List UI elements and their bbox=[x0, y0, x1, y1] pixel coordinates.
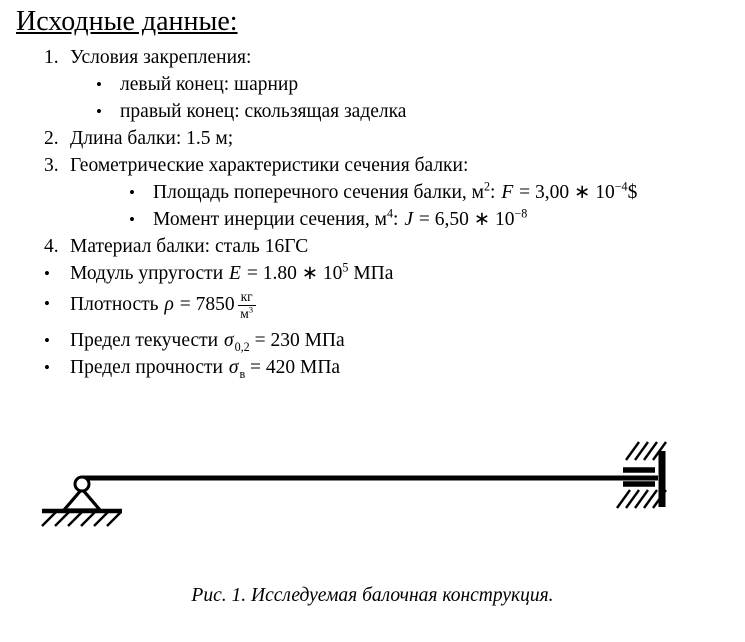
bullet-icon: • bbox=[96, 102, 102, 121]
fraction-denominator bbox=[238, 306, 256, 321]
formula-text: = 230 МПа bbox=[249, 330, 345, 352]
list-item-1 bbox=[0, 44, 745, 71]
superscript: 4 bbox=[386, 206, 394, 221]
formula-text: = 6,50 ∗ 10 bbox=[413, 209, 515, 230]
formula-text: = 7850 bbox=[174, 294, 235, 316]
list-item-text: Геометрические характеристики сечения балки: bbox=[70, 155, 469, 176]
formula-text: м bbox=[240, 306, 249, 322]
formula-text: = 3,00 ∗ 10 bbox=[514, 182, 615, 203]
list-item-4 bbox=[0, 233, 745, 260]
list-item-text: Длина балки: 1.5 м; bbox=[70, 128, 234, 149]
bullet-left-end bbox=[0, 71, 745, 98]
subscript: в bbox=[239, 367, 246, 382]
bullet-yield-strength bbox=[0, 327, 745, 354]
formula-density bbox=[70, 290, 256, 321]
bullet-density bbox=[0, 287, 745, 327]
list-item-text: правый конец: скользящая заделка bbox=[120, 101, 407, 122]
superscript: −4 bbox=[614, 179, 628, 194]
list-item-text: Условия закрепления: bbox=[70, 47, 252, 68]
subscript: 0,2 bbox=[234, 340, 250, 355]
page-title: Исходные данные: bbox=[16, 6, 238, 37]
formula-text: Предел текучести bbox=[70, 330, 223, 352]
formula-variable: F bbox=[501, 182, 514, 203]
document-page bbox=[0, 5, 745, 607]
formula-text: Предел прочности bbox=[70, 357, 228, 379]
formula-variable: ρ bbox=[164, 294, 174, 316]
bullet-moment-of-inertia bbox=[0, 206, 745, 233]
formula-text: = 420 МПа bbox=[245, 357, 341, 379]
formula-text: Момент инерции сечения, м bbox=[153, 209, 387, 230]
list-number: 2. bbox=[44, 128, 59, 149]
superscript: 3 bbox=[248, 305, 253, 315]
formula-text: = 1.80 ∗ 10 bbox=[241, 263, 343, 284]
bullet-icon: • bbox=[44, 294, 50, 313]
bullet-icon: • bbox=[44, 331, 50, 351]
formula-text: Плотность bbox=[70, 294, 164, 316]
sliding-support bbox=[617, 442, 666, 508]
ground-hatching-left bbox=[42, 512, 121, 526]
formula-variable: σ bbox=[223, 330, 234, 352]
formula-text: : bbox=[393, 209, 404, 230]
list-number: 4. bbox=[44, 236, 59, 257]
formula-variable: J bbox=[404, 209, 413, 230]
formula-ultimate-strength bbox=[70, 354, 340, 381]
list-number: 1. bbox=[44, 47, 59, 68]
list-item-3 bbox=[0, 152, 745, 179]
formula-text: Модуль упругости bbox=[70, 263, 229, 284]
formula-text: : bbox=[490, 182, 501, 203]
list-item-2 bbox=[0, 125, 745, 152]
list-item-text: левый конец: шарнир bbox=[120, 74, 299, 95]
formula-text: МПа bbox=[348, 263, 394, 284]
list-item-text: Материал балки: сталь 16ГС bbox=[70, 236, 309, 257]
beam-figure bbox=[0, 431, 745, 531]
formula-text: $ bbox=[627, 182, 638, 203]
bullet-cross-section-area bbox=[0, 179, 745, 206]
bullet-ultimate-strength bbox=[0, 354, 745, 381]
fraction-numerator: кг bbox=[238, 290, 256, 306]
bullet-icon: • bbox=[129, 210, 135, 229]
formula-area bbox=[153, 179, 637, 206]
list-number: 3. bbox=[44, 155, 59, 176]
superscript: −8 bbox=[514, 206, 528, 221]
bullet-elastic-modulus bbox=[0, 260, 745, 287]
formula-elastic-modulus bbox=[70, 260, 393, 287]
formula-yield-strength bbox=[70, 327, 345, 354]
superscript: 2 bbox=[483, 179, 491, 194]
formula-variable: E bbox=[229, 263, 241, 284]
superscript: 5 bbox=[342, 260, 349, 275]
bullet-right-end bbox=[0, 98, 745, 125]
formula-variable: σ bbox=[228, 357, 239, 379]
formula-text: Площадь поперечного сечения балки, м bbox=[153, 182, 484, 203]
bullet-icon: • bbox=[44, 358, 50, 378]
formula-inertia bbox=[153, 206, 527, 233]
fraction-kg-per-m3 bbox=[238, 290, 256, 321]
bullet-icon: • bbox=[129, 183, 135, 202]
bullet-icon: • bbox=[96, 75, 102, 94]
bullet-icon: • bbox=[44, 264, 50, 283]
figure-caption: Рис. 1. Исследуемая балочная конструкция. bbox=[191, 585, 554, 607]
hinge-support bbox=[42, 477, 122, 526]
